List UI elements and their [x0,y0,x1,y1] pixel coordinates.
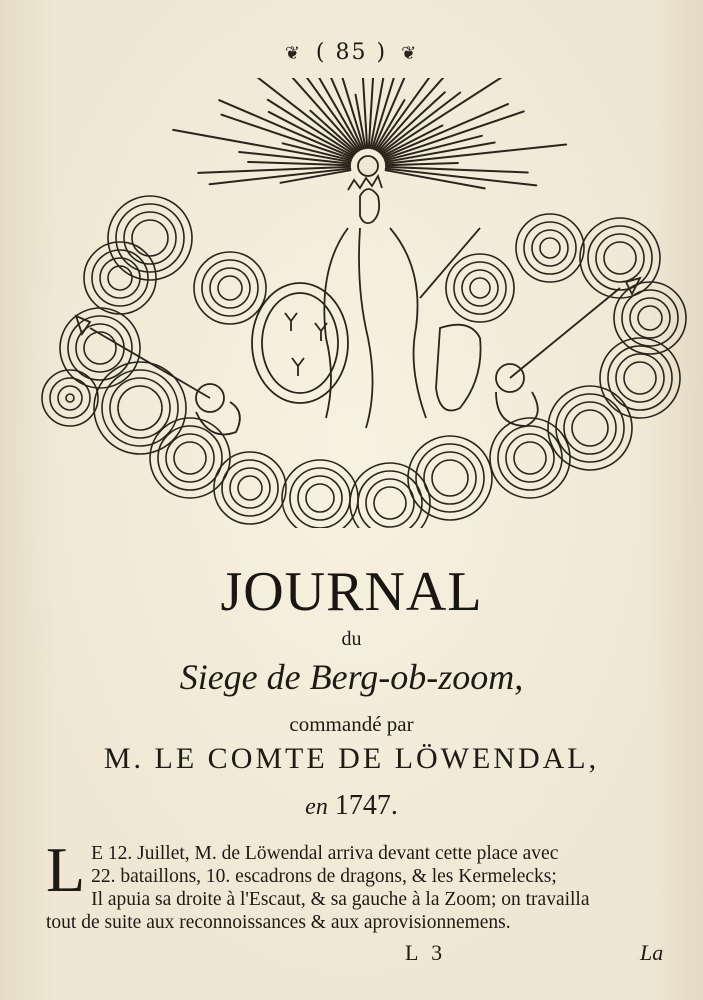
year-line [0,790,703,822]
cloud-puff [470,278,490,298]
cloud-puff [290,468,350,528]
cloud-puff [548,386,632,470]
cloud-puff [238,476,262,500]
cloud-puff [218,276,242,300]
cloud-puff [588,226,652,290]
cloud-puff [132,220,168,256]
cloud-puff [498,426,562,490]
cloud-puff [102,370,178,446]
cloud-puff [194,252,266,324]
cloud-puff [416,444,484,512]
cloud-puff [100,258,140,298]
cloud-puff [374,487,406,519]
body-line: 22. bataillons, 10. escadrons de dragons, & les Kermelecks; [91,866,557,887]
body-line: Il apuia sa droite à l'Escaut, & sa gauche à la Zoom; on travailla [91,889,590,910]
cloud-puff [556,394,624,462]
cloud-puff [116,204,184,272]
cloud-puff [58,386,82,410]
cloud-puff [630,298,670,338]
cloud-puff [230,468,270,508]
page-number-header [0,40,703,65]
fleuron-left-icon: ❦ [284,43,302,64]
signature-mark: L 3 [405,940,447,965]
fleuron-right-icon: ❦ [401,43,419,64]
cloud-puff [490,418,570,498]
cloud-puff [446,254,514,322]
body-line: E 12. Juillet, M. de Löwendal arriva devant cette place avec [91,843,559,864]
cloud-puff [50,378,90,418]
cloud-puff [608,346,672,410]
cloud-puff [614,282,686,354]
cloud-puff [110,378,170,438]
sun-ray [386,170,485,188]
cloud-puff [214,452,286,524]
cloud-puff [516,214,584,282]
cloud-puff [638,306,662,330]
cloud-puff [108,266,132,290]
page-title: JOURNAL [220,561,483,623]
author-line: M. LE COMTE DE LÖWENDAL, [103,742,600,775]
body-text [46,834,668,934]
cloud-puff [514,442,546,474]
engraved-vignette-icon [30,78,690,528]
cloud-puff [298,476,342,520]
cloud-puff [462,270,498,306]
cloud-puff [572,410,608,446]
subtitle: Siege de Berg-ob-zoom, [179,657,524,697]
cloud-puff [624,362,656,394]
cloud-puff [118,386,162,430]
year-prefix: en [305,794,328,820]
cloud-puff [604,242,636,274]
cloud-puff [210,268,250,308]
body-line: tout de suite aux reconnoissances & aux aprovisionnemens. [46,912,511,933]
page-number: ( 85 ) [315,40,388,65]
cloud-puff [580,218,660,298]
cloud-puff [158,426,222,490]
cloud-puff [306,484,334,512]
commanded-by: commandé par [289,712,414,736]
cloud-puff [150,418,230,498]
sun-ray [219,100,352,157]
year-value: 1747. [334,790,398,821]
title-connector: du [341,628,362,650]
catchword: La [640,940,664,965]
cloud-puff [282,460,358,528]
cloud-puff [174,442,206,474]
cloud-puff [84,332,116,364]
cloud-puff [60,308,140,388]
cloud-puff [532,230,568,266]
cloud-puff [66,394,74,402]
cloud-puff [540,238,560,258]
cloud-puff [108,196,192,280]
cloud-puff [432,460,468,496]
drop-cap: L [46,834,86,905]
